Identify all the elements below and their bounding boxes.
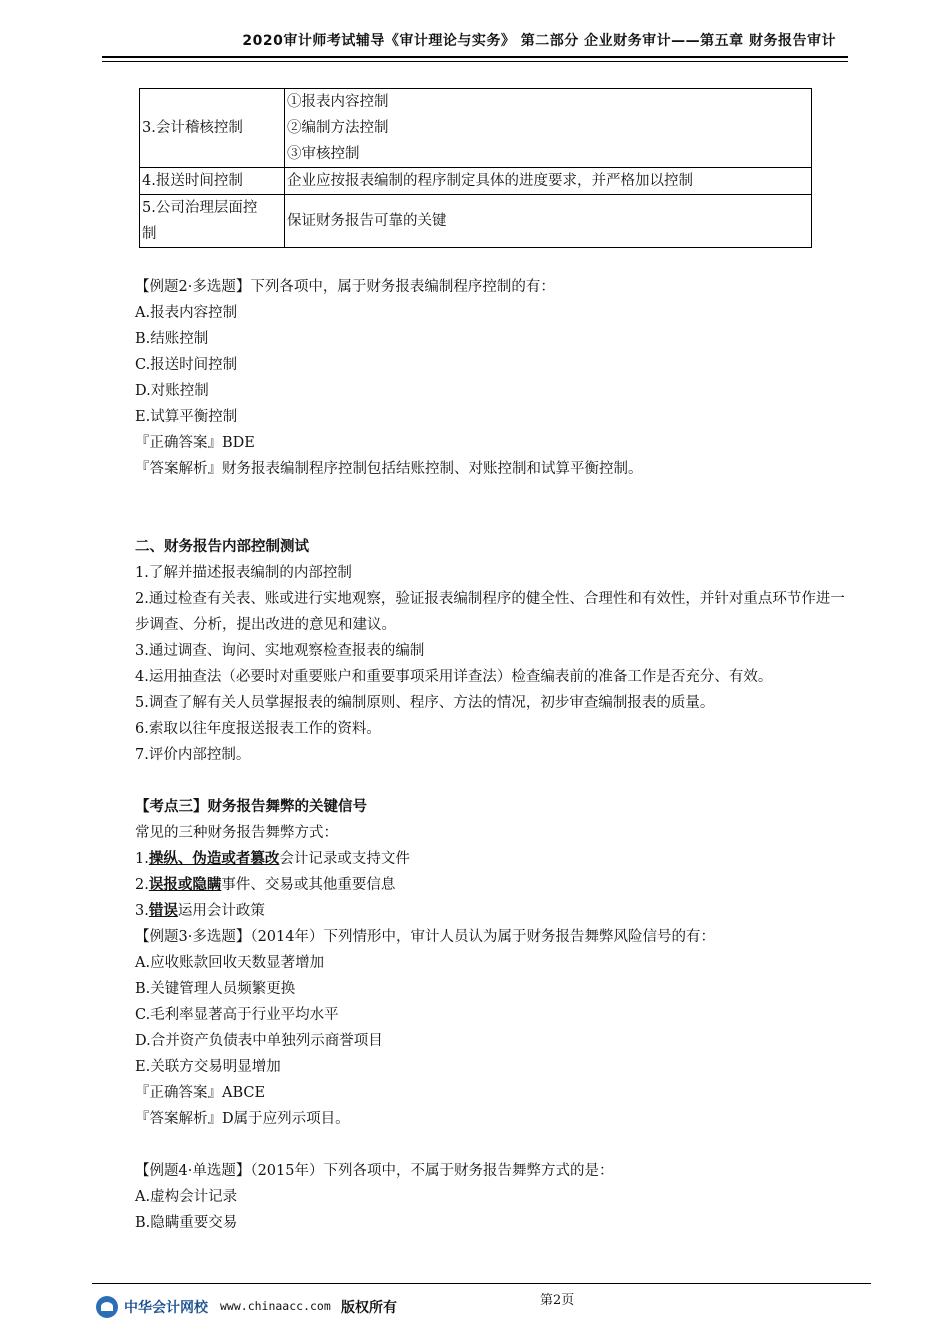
table-cell-label-line: 5.公司治理层面控 (142, 200, 258, 216)
section-item: 3.通过调查、询问、实地观察检查报表的编制 (135, 643, 425, 659)
fraud-method (135, 872, 855, 898)
example2-option: D.对账控制 (135, 383, 209, 399)
fraud-method-rest: 事件、交易或其他重要信息 (221, 877, 396, 893)
example2-question: 【例题2·多选题】下列各项中，属于财务报表编制程序控制的有： (135, 279, 555, 295)
keypoint-title: 【考点三】财务报告舞弊的关键信号 (135, 799, 367, 815)
example3-option: C.毛利率显著高于行业平均水平 (135, 1007, 339, 1023)
table-cell-line: ②编制方法控制 (287, 120, 389, 136)
example4-option: A.虚构会计记录 (135, 1189, 238, 1205)
example3-option: B.关键管理人员频繁更换 (135, 981, 296, 997)
example3-analysis: 『答案解析』D属于应列示项目。 (135, 1111, 350, 1127)
example2-option: C.报送时间控制 (135, 357, 238, 373)
table-cell-line: ③审核控制 (287, 146, 360, 162)
fraud-method-key: 错误 (148, 903, 178, 919)
example4-option: B.隐瞒重要交易 (135, 1215, 238, 1231)
example3-option: D.合并资产负债表中单独列示商誉项目 (135, 1033, 383, 1049)
page-header: 2020审计师考试辅导《审计理论与实务》 第二部分 企业财务审计——第五章 财务报告审计 (242, 33, 836, 49)
table-cell-label: 4.报送时间控制 (140, 168, 285, 195)
table-cell-content (285, 89, 812, 168)
section-item: 5.调查了解有关人员掌握报表的编制原则、程序、方法的情况，初步审查编制报表的质量。 (135, 695, 715, 711)
table-cell-content: 企业应按报表编制的程序制定具体的进度要求，并严格加以控制 (285, 168, 812, 195)
fraud-method-rest: 会计记录或支持文件 (279, 851, 410, 867)
example2-option: B.结账控制 (135, 331, 209, 347)
table-cell-label-line: 制 (142, 226, 157, 242)
fraud-method (135, 898, 855, 924)
section-item (135, 586, 855, 638)
footer-site: www.chinaacc.com (220, 1299, 331, 1313)
fraud-method-num: 2. (135, 877, 149, 893)
fraud-method-num: 1. (135, 851, 149, 867)
section-title: 二、财务报告内部控制测试 (135, 539, 309, 555)
table-cell-label (140, 195, 285, 248)
logo-mark (101, 1302, 113, 1311)
table-cell-label: 3.会计稽核控制 (140, 89, 285, 168)
section-item-text: 2.通过检查有关表、账或进行实地观察，验证报表编制程序的健全性、合理性和有效性，并针对重点环节作进一步调查、分析，提出改进的意见和建议。 (135, 591, 845, 633)
fraud-method-key: 误报或隐瞒 (148, 877, 222, 893)
header-rule-thin (102, 61, 848, 62)
example4-question: 【例题4·单选题】（2015年）下列各项中，不属于财务报告舞弊方式的是： (135, 1163, 614, 1179)
section-item: 7.评价内部控制。 (135, 747, 251, 763)
table-row (140, 195, 812, 248)
table-cell-line: ①报表内容控制 (287, 94, 389, 110)
example2-option: E.试算平衡控制 (135, 409, 238, 425)
example2-option: A.报表内容控制 (135, 305, 238, 321)
section-item: 6.索取以往年度报送报表工作的资料。 (135, 721, 381, 737)
example2-analysis: 『答案解析』财务报表编制程序控制包括结账控制、对账控制和试算平衡控制。 (135, 461, 643, 477)
header-rule-thick (102, 56, 848, 58)
main-content (135, 274, 855, 1236)
page-number: 第2页 (540, 1293, 575, 1308)
example3-question: 【例题3·多选题】（2014年）下列情形中，审计人员认为属于财务报告舞弊风险信号的有： (135, 929, 715, 945)
example3-option: A.应收账款回收天数显著增加 (135, 955, 325, 971)
section-item: 1.了解并描述报表编制的内部控制 (135, 565, 352, 581)
footer-rights: 版权所有 (341, 1300, 397, 1316)
fraud-method-rest: 运用会计政策 (177, 903, 265, 919)
keypoint-intro: 常见的三种财务报告舞弊方式： (135, 825, 338, 841)
example3-answer: 『正确答案』ABCE (135, 1085, 266, 1101)
table-cell-content: 保证财务报告可靠的关键 (285, 195, 812, 248)
section-item: 4.运用抽查法（必要时对重要账户和重要事项采用详查法）检查编表前的准备工作是否充分、有效。 (135, 669, 773, 685)
table-row (140, 89, 812, 168)
footer-brand: 中华会计网校 (124, 1300, 208, 1316)
fraud-method-num: 3. (135, 903, 149, 919)
example3-option: E.关联方交易明显增加 (135, 1059, 281, 1075)
fraud-method (135, 846, 855, 872)
footer-rule (92, 1283, 871, 1284)
control-table (139, 88, 812, 248)
logo-icon (96, 1296, 118, 1318)
fraud-method-key: 操纵、伪造或者篡改 (148, 851, 280, 867)
example2-answer: 『正确答案』BDE (135, 435, 255, 451)
table-row (140, 168, 812, 195)
